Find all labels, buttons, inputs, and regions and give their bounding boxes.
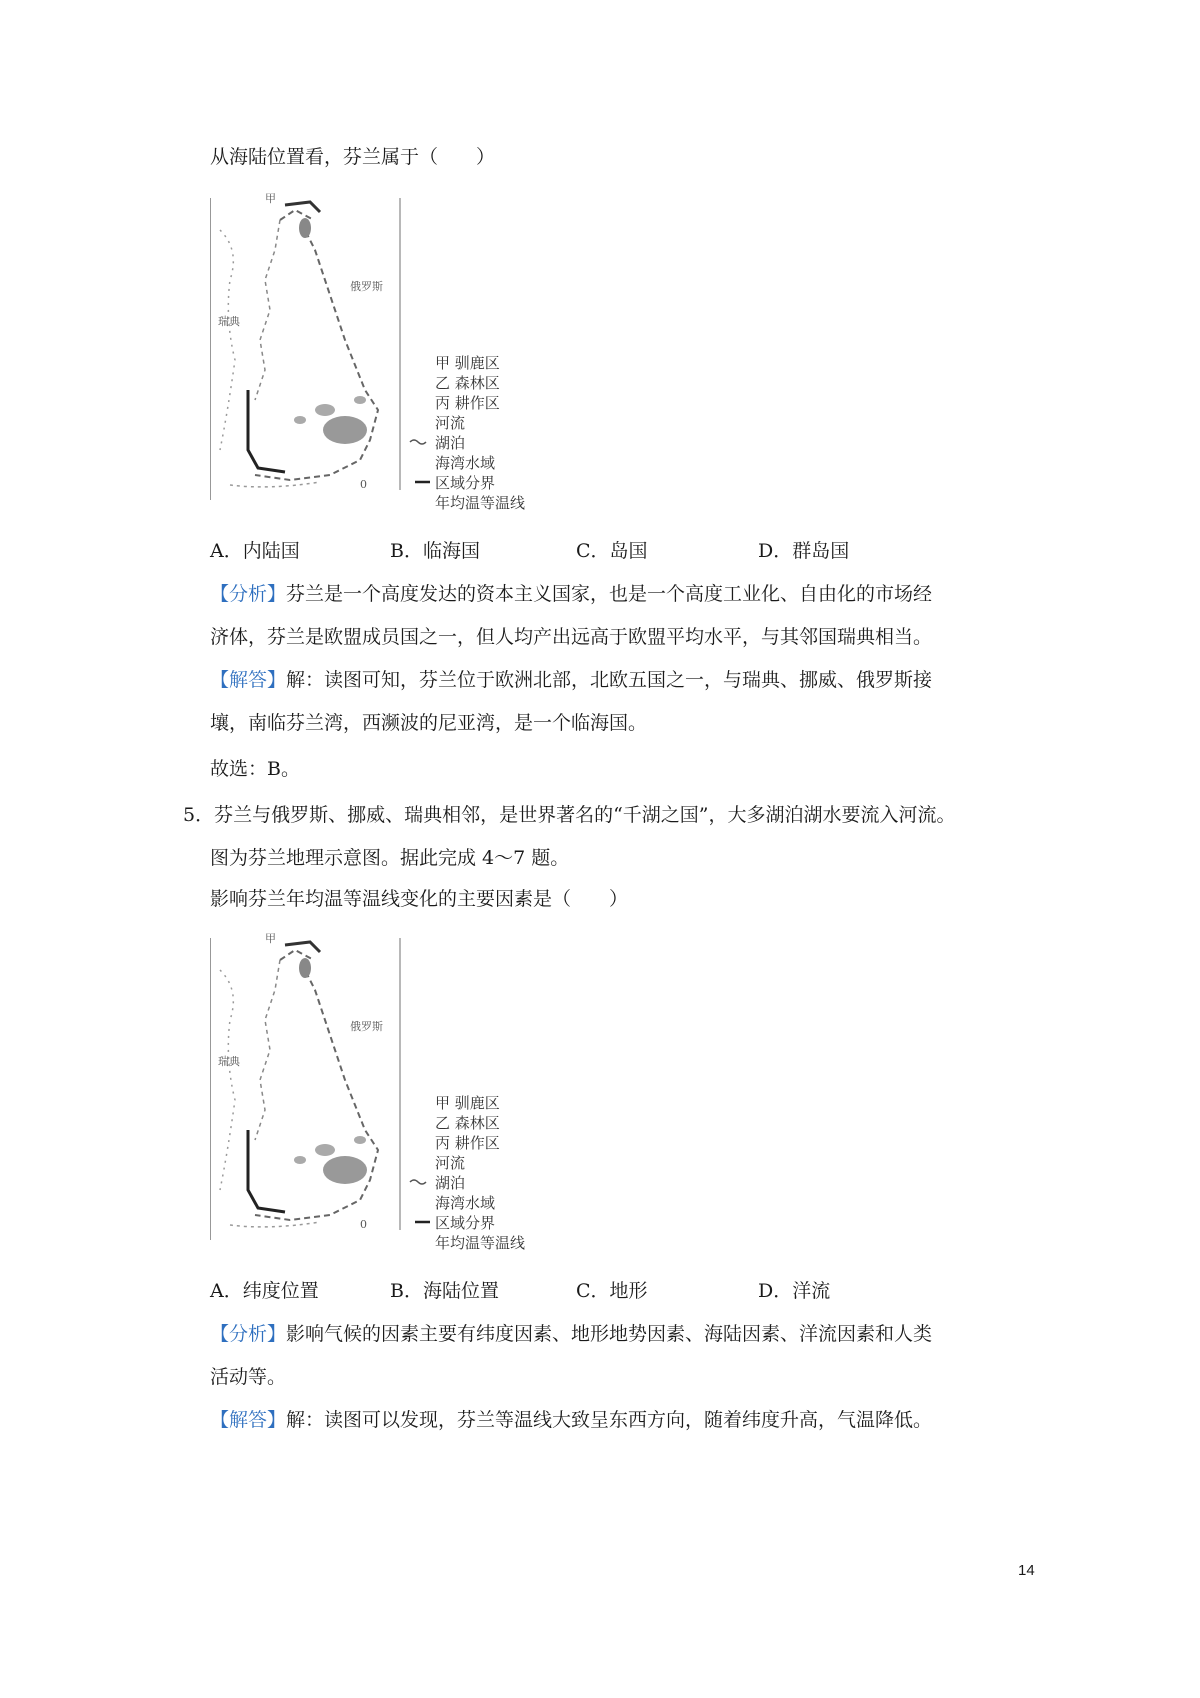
legend-item: 海湾水域 [435,1194,496,1212]
q5-stem: 影响芬兰年均温等温线变化的主要因素是（ ） [210,888,629,910]
map-label-top: 甲 [265,192,276,205]
q4-option-b[interactable]: B．临海国 [390,540,480,562]
map-label-east: 俄罗斯 [350,280,383,293]
legend-item: 湖泊 [435,1174,466,1192]
finland-map-figure-2 [210,930,590,1270]
q5-option-c[interactable]: C．地形 [576,1280,648,1302]
legend-item: 乙 森林区 [435,374,500,392]
map-legend [410,1094,525,1252]
map-legend [410,354,525,512]
legend-item: 河流 [435,1154,466,1172]
map-label-east: 俄罗斯 [350,1020,383,1033]
legend-item: 区域分界 [435,474,496,492]
q4-answer [210,667,932,693]
legend-item: 海湾水域 [435,454,496,472]
q4-analysis [210,581,932,607]
analysis-text: 芬兰是一个高度发达的资本主义国家，也是一个高度工业化、自由化的市场经 [286,583,933,605]
legend-item: 年均温等温线 [435,1234,526,1252]
finland-map-svg [210,930,590,1260]
map-label-top: 甲 [265,932,276,945]
answer-text: 解：读图可知，芬兰位于欧洲北部，北欧五国之一，与瑞典、挪威、俄罗斯接 [286,669,933,691]
q5-analysis [210,1321,932,1347]
map-label-bottom: 0 [360,478,367,491]
q5-option-d[interactable]: D．洋流 [758,1280,831,1302]
legend-item: 乙 森林区 [435,1114,500,1132]
legend-item: 河流 [435,414,466,432]
legend-item: 丙 耕作区 [435,394,500,412]
answer-tag: 【解答】 [210,669,287,691]
analysis-tag: 【分析】 [210,1323,287,1345]
q4-choice: 故选：B。 [210,758,300,780]
legend-item: 甲 驯鹿区 [435,354,500,372]
finland-map-svg [210,190,590,520]
analysis-text: 影响气候的因素主要有纬度因素、地形地势因素、海陆因素、洋流因素和人类 [286,1323,933,1345]
legend-item: 丙 耕作区 [435,1134,500,1152]
analysis-tag: 【分析】 [210,583,287,605]
q5-analysis-cont: 活动等。 [210,1366,287,1388]
page-number: 14 [1018,1562,1035,1579]
q4-option-c[interactable]: C．岛国 [576,540,648,562]
q4-option-a[interactable]: A．内陆国 [210,540,300,562]
legend-item: 湖泊 [435,434,466,452]
q5-intro: 5．芬兰与俄罗斯、挪威、瑞典相邻，是世界著名的“千湖之国”，大多湖泊湖水要流入河流。 [183,804,956,826]
legend-item: 年均温等温线 [435,494,526,512]
q4-analysis-cont: 济体，芬兰是欧盟成员国之一，但人均产出远高于欧盟平均水平，与其邻国瑞典相当。 [210,626,933,648]
answer-tag: 【解答】 [210,1409,287,1431]
map-label-west: 瑞典 [218,315,240,328]
q5-option-b[interactable]: B．海陆位置 [390,1280,499,1302]
legend-item: 甲 驯鹿区 [435,1094,500,1112]
legend-item: 区域分界 [435,1214,496,1232]
q4-stem: 从海陆位置看，芬兰属于（ ） [210,146,496,168]
map-label-west: 瑞典 [218,1055,240,1068]
q4-answer-cont: 壤，南临芬兰湾，西濒波的尼亚湾，是一个临海国。 [210,712,648,734]
q5-option-a[interactable]: A．纬度位置 [210,1280,319,1302]
finland-map-figure-1 [210,190,590,530]
answer-text: 解：读图可以发现，芬兰等温线大致呈东西方向，随着纬度升高，气温降低。 [286,1409,933,1431]
q4-option-d[interactable]: D．群岛国 [758,540,850,562]
map-label-bottom: 0 [360,1218,367,1231]
q5-intro-cont: 图为芬兰地理示意图。据此完成 4～7 题。 [210,847,570,869]
q5-answer [210,1407,932,1433]
